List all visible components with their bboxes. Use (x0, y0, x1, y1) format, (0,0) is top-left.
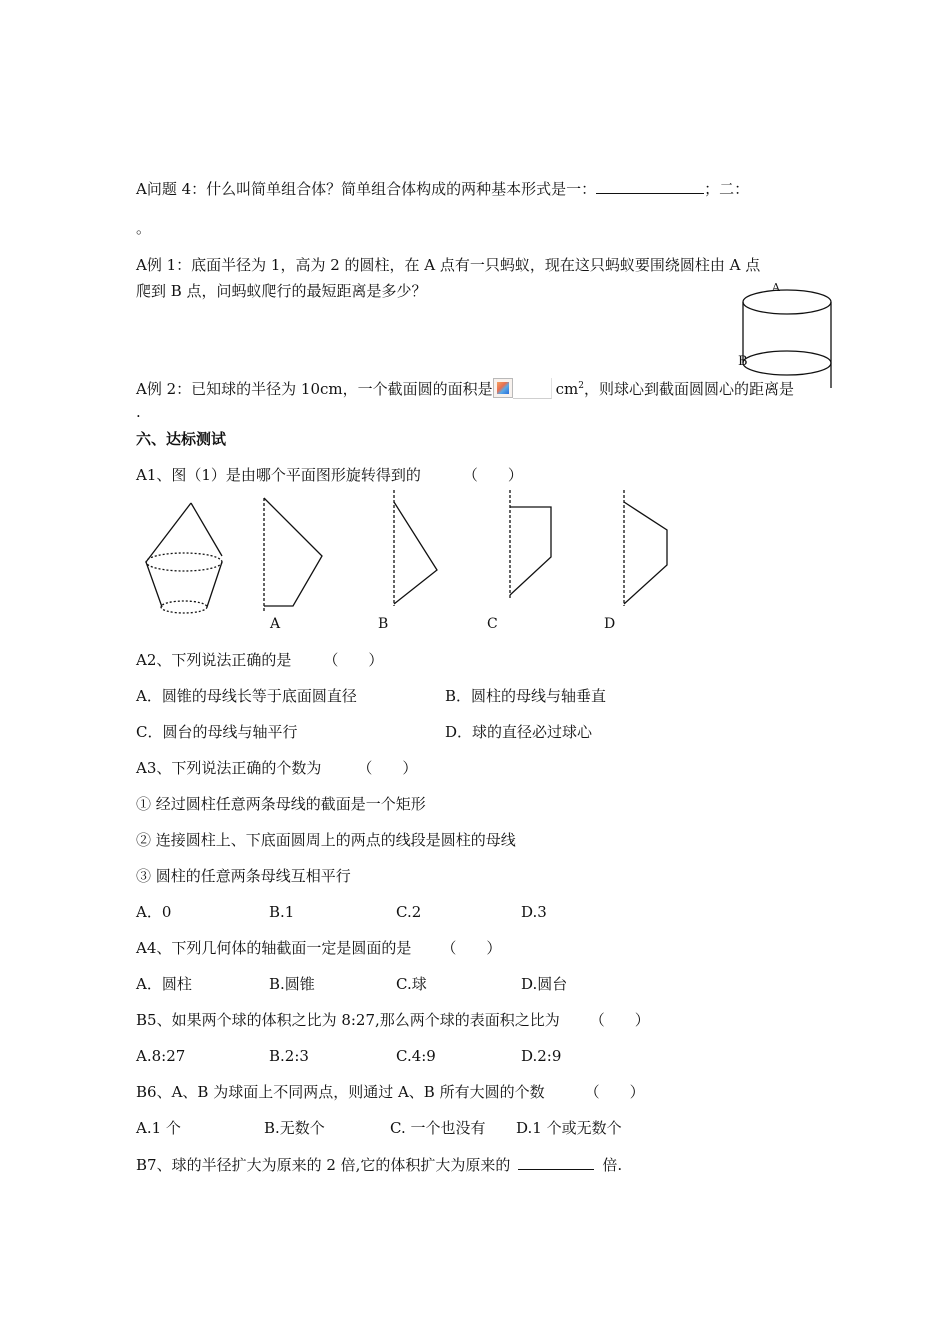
example-2-end: . (136, 403, 141, 421)
b6-option-a: A.1 个 (136, 1119, 181, 1137)
broken-image-icon (493, 378, 513, 398)
option-d-shape (624, 490, 667, 606)
question-a4 (136, 938, 501, 958)
question-b6-text: B6、A、B 为球面上不同两点，则通过 A、B 所有大圆的个数 (136, 1083, 545, 1101)
answer-paren-b6[interactable]: （ ） (584, 1083, 645, 1101)
label-option-a: A (270, 616, 281, 632)
a2-option-a: A．圆锥的母线长等于底面圆直径 (136, 687, 357, 705)
b5-option-d: D.2:9 (521, 1047, 562, 1065)
example-1-line-1: A例 1：底面半径为 1，高为 2 的圆柱，在 A 点有一只蚂蚁，现在这只蚂蚁要围绕圆柱由 A 点 (136, 256, 761, 274)
answer-paren-b5[interactable]: （ ） (589, 1011, 650, 1029)
b6-option-c: C. 一个也没有 (390, 1119, 486, 1137)
answer-paren-a2[interactable]: （ ） (323, 651, 384, 669)
answer-paren-a4[interactable]: （ ） (441, 939, 502, 957)
question-a1 (136, 465, 523, 485)
question-a1-text: A1、图（1）是由哪个平面图形旋转得到的 (136, 466, 421, 484)
a3-statement-1: ① 经过圆柱任意两条母线的截面是一个矩形 (136, 795, 426, 813)
cylinder-figure (743, 290, 831, 388)
label-option-c: C (487, 616, 498, 632)
example-1-line-2: 爬到 B 点，问蚂蚁爬行的最短距离是多少？ (136, 282, 427, 300)
b5-option-b: B.2:3 (269, 1047, 309, 1065)
formula-image-frame (513, 378, 552, 399)
example-2-tail: ，则球心到截面圆圆心的距离是 (584, 380, 795, 398)
figure-1-solid (146, 503, 222, 613)
cylinder-label-b: B (738, 354, 748, 369)
option-b-shape (394, 490, 437, 606)
b5-option-a: A.8:27 (136, 1047, 186, 1065)
question-a2 (136, 650, 383, 670)
a4-option-a: A．圆柱 (136, 975, 192, 993)
question-a3 (136, 758, 417, 778)
section-title: 六、达标测试 (136, 430, 227, 448)
question-a4-text: A4、下列几何体的轴截面一定是圆面的是 (136, 939, 412, 957)
example-2 (136, 376, 794, 399)
a3-option-d: D.3 (521, 903, 547, 921)
a3-option-a: A．0 (136, 903, 172, 921)
answer-paren-a3[interactable]: （ ） (357, 759, 418, 777)
b5-option-c: C.4:9 (396, 1047, 436, 1065)
question-4-separator: ；二： (704, 180, 750, 198)
cylinder-label-a: A (772, 281, 780, 294)
question-b7 (136, 1154, 622, 1175)
question-4-end: 。 (136, 219, 152, 237)
a2-option-c: C．圆台的母线与轴平行 (136, 723, 298, 741)
a3-option-b: B.1 (269, 903, 295, 921)
a2-option-b: B．圆柱的母线与轴垂直 (445, 687, 607, 705)
a2-option-d: D．球的直径必过球心 (445, 723, 593, 741)
a3-option-c: C.2 (396, 903, 422, 921)
label-option-b: B (378, 616, 389, 632)
a3-statement-3: ③ 圆柱的任意两条母线互相平行 (136, 867, 351, 885)
option-c-shape (510, 490, 551, 598)
question-b5 (136, 1010, 650, 1030)
question-4-text: A问题 4：什么叫简单组合体？简单组合体构成的两种基本形式是一： (136, 180, 597, 198)
question-b7-text: B7、球的半径扩大为原来的 2 倍,它的体积扩大为原来的 (136, 1156, 511, 1174)
a4-option-d: D.圆台 (521, 975, 568, 993)
example-2-unit: cm (555, 380, 579, 398)
example-2-unit-sup: 2 (578, 381, 584, 391)
b6-option-b: B.无数个 (264, 1119, 325, 1137)
a3-statement-2: ② 连接圆柱上、下底面圆周上的两点的线段是圆柱的母线 (136, 831, 516, 849)
answer-paren-a1[interactable]: （ ） (462, 466, 523, 484)
example-2-text: A例 2：已知球的半径为 10cm，一个截面圆的面积是 (136, 380, 493, 398)
question-b6 (136, 1082, 645, 1102)
question-a2-text: A2、下列说法正确的是 (136, 651, 292, 669)
a4-option-b: B.圆锥 (269, 975, 315, 993)
label-option-d: D (604, 616, 616, 632)
answer-blank-b7[interactable] (518, 1154, 594, 1170)
question-b5-text: B5、如果两个球的体积之比为 8:27,那么两个球的表面积之比为 (136, 1011, 560, 1029)
b6-option-d: D.1 个或无数个 (516, 1119, 622, 1137)
question-a3-text: A3、下列说法正确的个数为 (136, 759, 322, 777)
question-b7-tail: 倍. (602, 1156, 623, 1174)
a4-option-c: C.球 (396, 975, 427, 993)
option-a-shape (264, 498, 322, 612)
